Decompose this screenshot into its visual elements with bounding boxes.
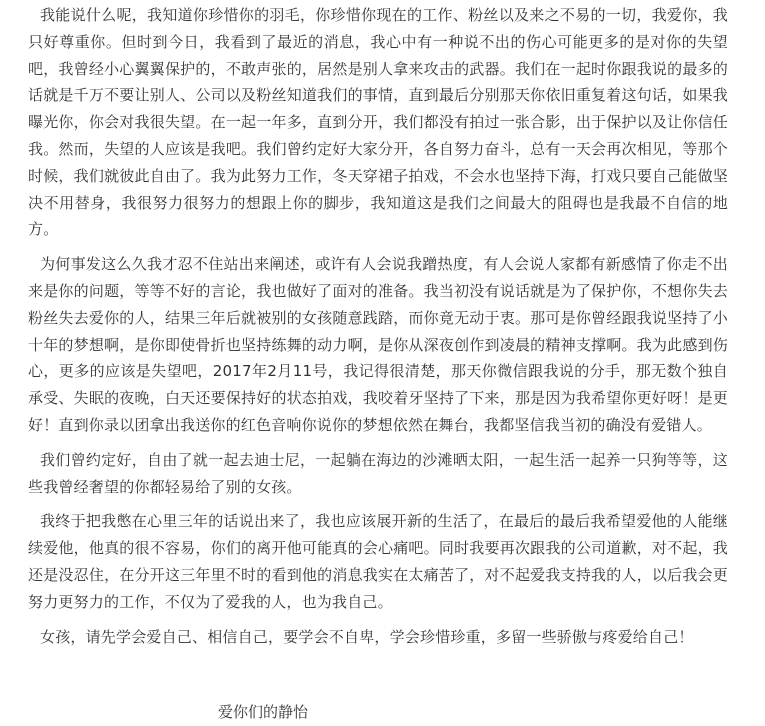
paragraph-3: 我们曾约定好，自由了就一起去迪士尼，一起躺在海边的沙滩晒太阳，一起生活一起养一只狗等等，这些我曾经奢望的你都轻易给了别的女孩。 bbox=[28, 450, 728, 496]
paragraph-2: 为何事发这么久我才忍不住站出来阐述，或许有人会说我蹭热度，有人会说人家都有新感情了你走不出来是你的问题，等等不好的言论，我也做好了面对的准备。我当初没有说话就是为了保护你，不想你失去粉丝失去爱你的人，结果三年后就被别的女孩随意践踏，而你竟无动于衷。那可是你曾经跟我说坚持了小十年的梦想啊，是你即使骨折也坚持练舞的动力啊，是你从深夜创作到凌晨的精神支撑啊。我为此感到伤心，更多的应该是失望吧，2017年2月11号，我记得很清楚，那天你微信跟我说的分手，那无数个独自承受、失眠的夜晚，白天还要保持好的状态拍戏，我咬着牙坚持了下来，那是因为我希望你更好呀！是更好！直到你录以团拿出我送你的红色音响你说你的梦想依然在舞台，我都坚信我当初的确没有爱错人。 bbox=[28, 255, 728, 434]
paragraph-5: 女孩，请先学会爱自己、相信自己，要学会不自卑，学会珍惜珍重，多留一些骄傲与疼爱给自己！ bbox=[40, 627, 694, 646]
paragraph-4: 我终于把我憋在心里三年的话说出来了，我也应该展开新的生活了，在最后的最后我希望爱他的人能继续爱他，他真的很不容易，你们的离开他可能真的会心痛吧。同时我要再次跟我的公司道歉，对不起，我还是没忍住，在分开这三年里不时的看到他的消息我实在太痛苦了，对不起爱我支持我的人，以后我会更努力更努力的工作，不仅为了爱我的人，也为我自己。 bbox=[28, 512, 728, 611]
signature: 爱你们的静怡 bbox=[218, 703, 309, 721]
article-body bbox=[28, 2, 728, 650]
paragraph-1: 我能说什么呢，我知道你珍惜你的羽毛，你珍惜你现在的工作、粉丝以及来之不易的一切，我爱你，我只好尊重你。但时到今日，我看到了最近的消息，我心中有一种说不出的伤心可能更多的是对你的失望吧，我曾经小心翼翼保护的，不敢声张的，居然是别人拿来攻击的武器。我们在一起时你跟我说的最多的话就是千万不要让别人、公司以及粉丝知道我们的事情，直到最后分别那天你依旧重复着这句话，如果我曝光你，你会对我很失望。在一起一年多，直到分开，我们都没有拍过一张合影，出于保护以及让你信任我。然而，失望的人应该是我吧。我们曾约定好大家分开，各自努力奋斗，总有一天会再次相见，等那个时候，我们就彼此自由了。我为此努力工作，冬天穿裙子拍戏，不会水也坚持下海，打戏只要自己能做坚决不用替身，我很努力很努力的想跟上你的脚步，我知道这是我们之间最大的阻碍也是我最不自信的地方。 bbox=[28, 6, 728, 239]
